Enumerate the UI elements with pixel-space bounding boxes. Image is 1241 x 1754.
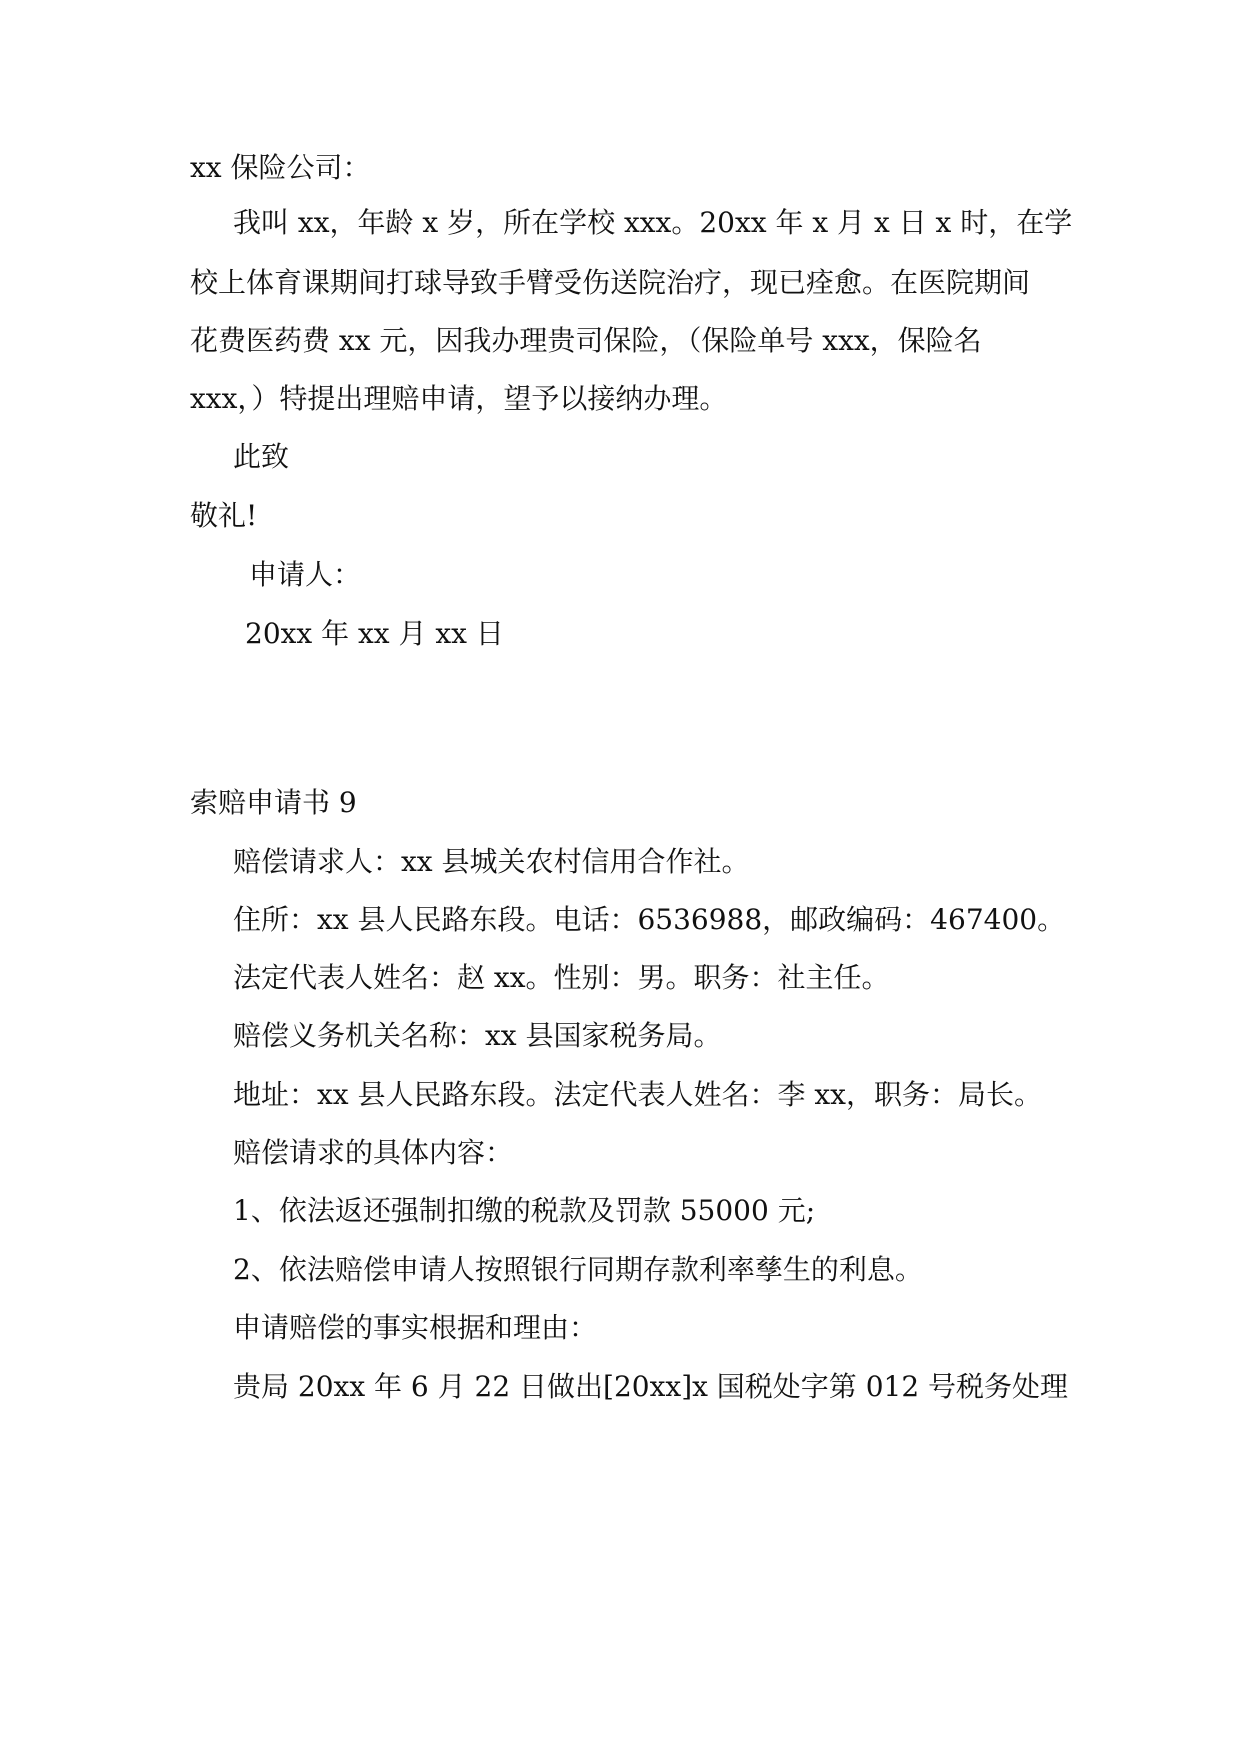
applicant-label: 申请人：	[249, 558, 362, 591]
closing-jingli: 敬礼!	[190, 499, 258, 532]
body-line-4: xxx，）特提出理赔申请，望予以接纳办理。	[190, 382, 728, 415]
body-line-1: 我叫 xx，年龄 x 岁，所在学校 xxx。20xx 年 x 月 x 日 x 时，在学	[233, 206, 1073, 239]
claim-line-1: 赔偿请求人：xx 县城关农村信用合作社。	[233, 845, 750, 878]
salutation: xx 保险公司：	[190, 151, 371, 184]
claim-line-8: 2、依法赔偿申请人按照银行同期存款利率孳生的利息。	[233, 1253, 923, 1286]
letter-date: 20xx 年 xx 月 xx 日	[245, 617, 504, 650]
claim-line-6: 赔偿请求的具体内容：	[233, 1136, 514, 1169]
claim-line-10: 贵局 20xx 年 6 月 22 日做出[20xx]x 国税处字第 012 号税务处理	[233, 1370, 1069, 1403]
claim-line-9: 申请赔偿的事实根据和理由：	[233, 1311, 598, 1344]
claim-line-2: 住所：xx 县人民路东段。电话：6536988，邮政编码：467400。	[233, 903, 1066, 936]
body-line-3: 花费医药费 xx 元，因我办理贵司保险，（保险单号 xxx，保险名	[190, 324, 982, 357]
claim-line-7: 1、依法返还强制扣缴的税款及罚款 55000 元;	[233, 1194, 816, 1227]
section-title: 索赔申请书 9	[190, 786, 357, 819]
claim-line-3: 法定代表人姓名：赵 xx。性别：男。职务：社主任。	[233, 961, 890, 994]
closing-cizhi: 此致	[233, 440, 290, 473]
claim-line-4: 赔偿义务机关名称：xx 县国家税务局。	[233, 1019, 722, 1052]
claim-line-5: 地址：xx 县人民路东段。法定代表人姓名：李 xx，职务：局长。	[233, 1078, 1042, 1111]
body-line-2: 校上体育课期间打球导致手臂受伤送院治疗，现已痊愈。在医院期间	[190, 266, 1031, 299]
